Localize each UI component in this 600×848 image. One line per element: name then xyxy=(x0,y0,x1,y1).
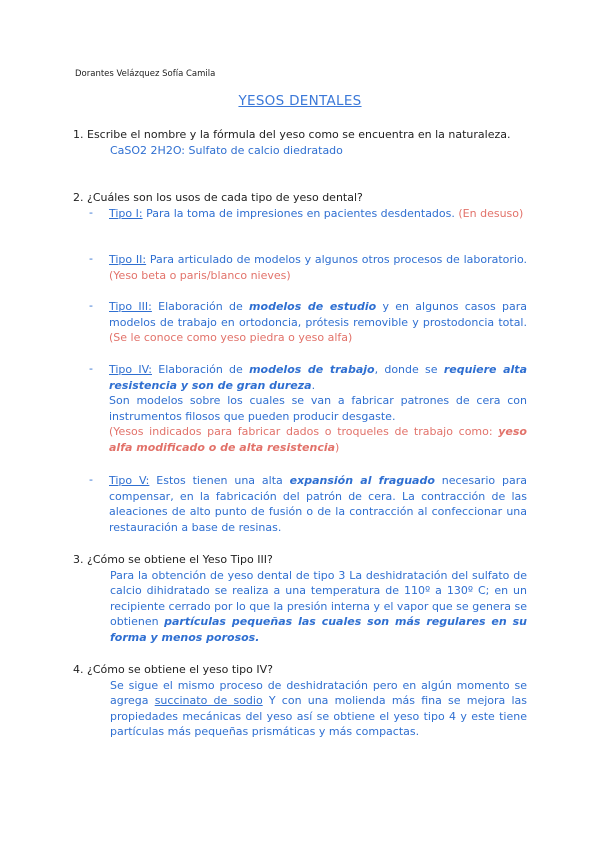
tipo-2-label: Tipo II: xyxy=(109,253,147,266)
question-4-answer-underlined: succinato de sodio xyxy=(154,694,263,707)
tipo-4-emphasis-2: requiere alta resistencia y son de gran dureza xyxy=(109,363,527,392)
question-4 xyxy=(73,662,527,740)
tipo-2-text: Para articulado de modelos y algunos otros procesos de laboratorio. xyxy=(146,253,527,266)
tipo-4-line-2: Son modelos sobre los cuales se van a fabricar patrones de cera con instrumentos filosos que pueden producir desgaste. xyxy=(109,394,527,423)
author-name: Dorantes Velázquez Sofía Camila xyxy=(75,69,216,79)
list-bullet: - xyxy=(89,299,93,312)
tipo-4-emphasis-1: modelos de trabajo xyxy=(249,363,375,376)
question-1-answer: CaSO2 2H2O: Sulfato de calcio diedratado xyxy=(110,143,343,157)
tipo-3-text-pre: Elaboración de xyxy=(151,300,250,313)
question-2-label: 2. ¿Cuáles son los usos de cada tipo de yeso dental? xyxy=(73,191,363,204)
tipo-4-text-pre: Elaboración de xyxy=(152,363,250,376)
question-4-answer-post: Y con una molienda más fina se mejora las propiedades mecánicas del yeso así se obtiene el yeso tipo 4 y este tiene partículas más pequeñas prismáticas y más compactas. xyxy=(110,694,527,738)
tipo-1-label: Tipo I: xyxy=(109,207,143,220)
question-3 xyxy=(73,552,527,645)
list-bullet: - xyxy=(89,206,93,219)
question-3-answer-emphasis: partículas pequeñas las cuales son más regulares en su forma y menos porosos. xyxy=(110,615,527,644)
tipo-4-note-pre: (Yesos indicados para fabricar dados o troqueles de trabajo como: xyxy=(109,425,499,438)
tipo-5-label: Tipo V: xyxy=(109,474,150,487)
tipo-3-item xyxy=(109,299,527,346)
question-2-text xyxy=(73,190,527,206)
tipo-2-item xyxy=(109,252,527,283)
question-1-text: 1. Escribe el nombre y la fórmula del yeso como se encuentra en la naturaleza. xyxy=(73,128,511,141)
document-title: YESOS DENTALES xyxy=(238,93,362,109)
question-3-text: 3. ¿Cómo se obtiene el Yeso Tipo III? xyxy=(73,553,273,566)
tipo-2-note: (Yeso beta o paris/blanco nieves) xyxy=(109,268,291,282)
question-4-text: 4. ¿Cómo se obtiene el yeso tipo IV? xyxy=(73,663,274,676)
tipo-4-text-mid: , donde se xyxy=(374,363,444,376)
tipo-5-text-post: necesario para compensar, en la fabricación del patrón de cera. La contracción de las aleaciones de alto punto de fusión o de la contracción al confeccionar una restauración a base de resinas. xyxy=(109,474,527,534)
list-bullet: - xyxy=(89,473,93,486)
list-bullet: - xyxy=(89,252,93,265)
tipo-3-label: Tipo III: xyxy=(109,300,152,313)
question-3-answer xyxy=(73,568,527,646)
tipo-4-item xyxy=(109,362,527,455)
question-4-answer xyxy=(73,678,527,740)
tipo-3-text-post: y en algunos casos para modelos de trabajo en ortodoncia, prótesis removible y prostodoncia total. xyxy=(109,300,527,329)
tipo-5-emphasis: expansión al fraguado xyxy=(289,474,435,487)
tipo-1-note: (En desuso) xyxy=(458,207,524,220)
question-3-answer-text: Para la obtención de yeso dental de tipo 3 La deshidratación del sulfato de calcio dihidratado se realiza a una temperatura de 110º a 130º C; en un recipiente cerrado por lo que la presión interna y el vapor que se genera se obtienen xyxy=(110,568,527,628)
tipo-3-emphasis: modelos de estudio xyxy=(249,300,377,313)
list-bullet: - xyxy=(89,362,93,375)
tipo-1-text: Para la toma de impresiones en pacientes desdentados. xyxy=(142,207,455,220)
tipo-4-note-emphasis: yeso alfa modificado o de alta resistencia xyxy=(109,425,527,454)
tipo-5-item xyxy=(109,473,527,535)
tipo-1-item xyxy=(109,206,527,222)
tipo-4-label: Tipo IV: xyxy=(109,363,152,376)
tipo-4-text-post: . xyxy=(311,378,316,392)
tipo-4-note-post: ) xyxy=(335,440,340,454)
tipo-3-note: (Se le conoce como yeso piedra o yeso alfa) xyxy=(109,331,353,344)
question-1 xyxy=(73,127,527,158)
tipo-4-note xyxy=(109,424,527,455)
tipo-5-text-pre: Estos tienen una alta xyxy=(149,474,290,487)
question-4-answer-pre: Se sigue el mismo proceso de deshidratación pero en algún momento se agrega xyxy=(110,678,527,707)
